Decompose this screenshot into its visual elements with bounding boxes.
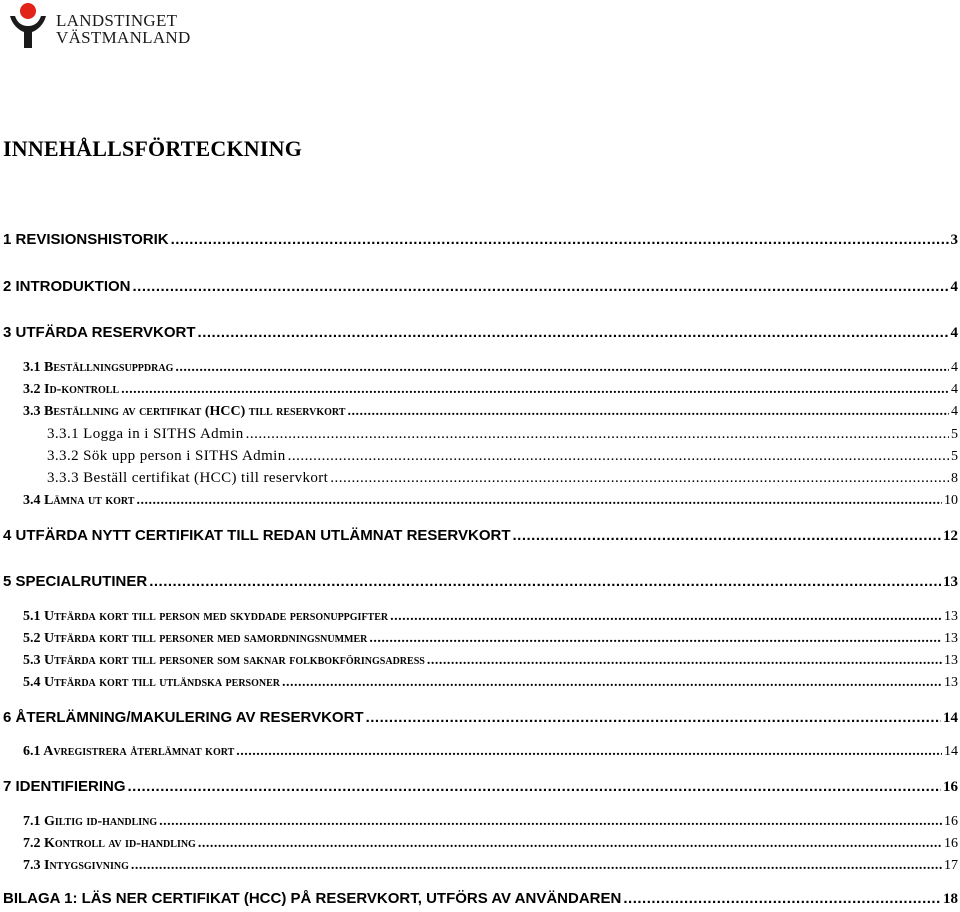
toc-leader-dots bbox=[512, 527, 941, 544]
logo-line-1: LANDSTINGET bbox=[56, 11, 178, 30]
toc-entry-text: 3.3.2 Sök upp person i SITHS Admin bbox=[47, 448, 286, 464]
toc-entry-page: 13 bbox=[944, 631, 958, 646]
toc-leader-dots bbox=[128, 778, 941, 795]
toc-entry-5-4[interactable] bbox=[23, 675, 958, 691]
toc-entry-page: 14 bbox=[943, 710, 958, 726]
toc-entry-6-1[interactable] bbox=[23, 744, 958, 760]
toc-entry-page: 4 bbox=[950, 279, 958, 295]
toc-entry-text: BILAGA 1: LÄS NER CERTIFIKAT (HCC) PÅ RESERVKORT, UTFÖRS AV ANVÄNDAREN bbox=[3, 890, 622, 907]
toc-leader-dots bbox=[282, 675, 942, 691]
toc-entry-page: 8 bbox=[951, 471, 958, 486]
toc-entry-text: 5 SPECIALRUTINER bbox=[3, 573, 148, 590]
toc-entry-page: 14 bbox=[944, 744, 958, 759]
toc-leader-dots bbox=[149, 573, 941, 590]
toc-entry-text: 3.1 Beställningsuppdrag bbox=[23, 360, 174, 375]
toc-entry-3-1[interactable] bbox=[23, 360, 958, 376]
toc-leader-dots bbox=[198, 324, 949, 341]
toc-leader-dots bbox=[369, 631, 942, 647]
toc-entry-5-2[interactable] bbox=[23, 631, 958, 647]
toc-entry-4[interactable] bbox=[3, 527, 958, 545]
toc-leader-dots bbox=[347, 404, 949, 420]
toc-entry-5-1[interactable] bbox=[23, 609, 958, 625]
toc-entry-page: 5 bbox=[951, 449, 958, 464]
toc-entry-page: 10 bbox=[944, 493, 958, 508]
toc-leader-dots bbox=[121, 382, 949, 398]
toc-entry-page: 16 bbox=[944, 836, 958, 851]
toc-entry-7-2[interactable] bbox=[23, 836, 958, 852]
toc-entry-3-3[interactable] bbox=[23, 404, 958, 420]
toc-entry-3-2[interactable] bbox=[23, 382, 958, 398]
toc-entry-7[interactable] bbox=[3, 778, 958, 796]
toc-entry-text: 5.4 Utfärda kort till utländska personer bbox=[23, 675, 281, 690]
toc-leader-dots bbox=[330, 470, 949, 487]
toc-entry-page: 3 bbox=[950, 232, 958, 248]
toc-leader-dots bbox=[175, 360, 949, 376]
toc-entry-page: 13 bbox=[943, 574, 958, 590]
toc-leader-dots bbox=[159, 814, 942, 830]
toc-entry-page: 16 bbox=[943, 779, 958, 795]
toc-entry-3-3-2[interactable] bbox=[47, 448, 958, 465]
toc-entry-page: 4 bbox=[951, 404, 958, 419]
toc-entry-page: 13 bbox=[944, 653, 958, 668]
toc-entry-page: 12 bbox=[943, 528, 958, 544]
toc-entry-text: 6 ÅTERLÄMNING/MAKULERING AV RESERVKORT bbox=[3, 709, 364, 726]
toc-entry-page: 13 bbox=[944, 675, 958, 690]
toc-entry-page: 4 bbox=[951, 360, 958, 375]
toc-entry-1[interactable] bbox=[3, 231, 958, 249]
toc-entry-text: 3.3 Beställning av certifikat (HCC) till reservkort bbox=[23, 404, 346, 419]
toc-entry-text: 5.3 Utfärda kort till personer som saknar folkbokföringsadress bbox=[23, 653, 425, 668]
toc-entry-3-3-1[interactable] bbox=[47, 426, 958, 443]
toc-entry-3[interactable] bbox=[3, 324, 958, 342]
toc-leader-dots bbox=[427, 653, 942, 669]
toc-entry-text: 5.1 Utfärda kort till person med skyddade personuppgifter bbox=[23, 609, 389, 624]
toc-leader-dots bbox=[136, 493, 942, 509]
toc-entry-7-1[interactable] bbox=[23, 814, 958, 830]
toc-entry-text: 7 IDENTIFIERING bbox=[3, 778, 126, 795]
toc-entry-text: 2 INTRODUKTION bbox=[3, 278, 131, 295]
toc-entry-7-3[interactable] bbox=[23, 858, 958, 874]
toc-leader-dots bbox=[390, 609, 942, 625]
toc-entry-page: 18 bbox=[943, 891, 958, 907]
toc-entry-2[interactable] bbox=[3, 278, 958, 296]
toc-entry-bilaga-1[interactable] bbox=[3, 890, 958, 908]
toc-leader-dots bbox=[366, 709, 941, 726]
toc-entry-text: 3.3.1 Logga in i SITHS Admin bbox=[47, 426, 244, 442]
toc-entry-page: 5 bbox=[951, 427, 958, 442]
toc-entry-text: 4 UTFÄRDA NYTT CERTIFIKAT TILL REDAN UTLÄMNAT RESERVKORT bbox=[3, 527, 511, 544]
toc-entry-3-3-3[interactable] bbox=[47, 470, 958, 487]
logo-line-2: VÄSTMANLAND bbox=[56, 28, 191, 47]
toc-leader-dots bbox=[133, 278, 949, 295]
toc-entry-text: 7.2 Kontroll av id-handling bbox=[23, 836, 196, 851]
toc-leader-dots bbox=[131, 858, 942, 874]
toc-entry-page: 16 bbox=[944, 814, 958, 829]
toc-leader-dots bbox=[171, 231, 949, 248]
toc-entry-text: 7.3 Intygsgivning bbox=[23, 858, 129, 873]
toc-entry-text: 6.1 Avregistrera återlämnat kort bbox=[23, 744, 235, 759]
toc-entry-page: 13 bbox=[944, 609, 958, 624]
toc-entry-text: 3.4 Lämna ut kort bbox=[23, 493, 135, 508]
toc-entry-5-3[interactable] bbox=[23, 653, 958, 669]
toc-entry-text: 3.2 Id-kontroll bbox=[23, 382, 120, 397]
toc-leader-dots bbox=[623, 890, 941, 907]
toc-entry-text: 1 REVISIONSHISTORIK bbox=[3, 231, 169, 248]
toc-leader-dots bbox=[236, 744, 942, 760]
toc-entry-6[interactable] bbox=[3, 709, 958, 727]
toc-entry-text: 5.2 Utfärda kort till personer med samordningsnummer bbox=[23, 631, 368, 646]
toc-entry-page: 4 bbox=[951, 382, 958, 397]
toc-leader-dots bbox=[198, 836, 942, 852]
toc-entry-3-4[interactable] bbox=[23, 493, 958, 509]
toc-leader-dots bbox=[246, 426, 949, 443]
page-title: INNEHÅLLSFÖRTECKNING bbox=[3, 136, 303, 161]
toc-leader-dots bbox=[288, 448, 949, 465]
toc-entry-text: 3.3.3 Beställ certifikat (HCC) till reservkort bbox=[47, 470, 329, 486]
toc-entry-page: 4 bbox=[950, 325, 958, 341]
toc-entry-page: 17 bbox=[944, 858, 958, 873]
toc-entry-text: 3 UTFÄRDA RESERVKORT bbox=[3, 324, 196, 341]
toc-entry-5[interactable] bbox=[3, 573, 958, 591]
toc-entry-text: 7.1 Giltig id-handling bbox=[23, 814, 158, 829]
